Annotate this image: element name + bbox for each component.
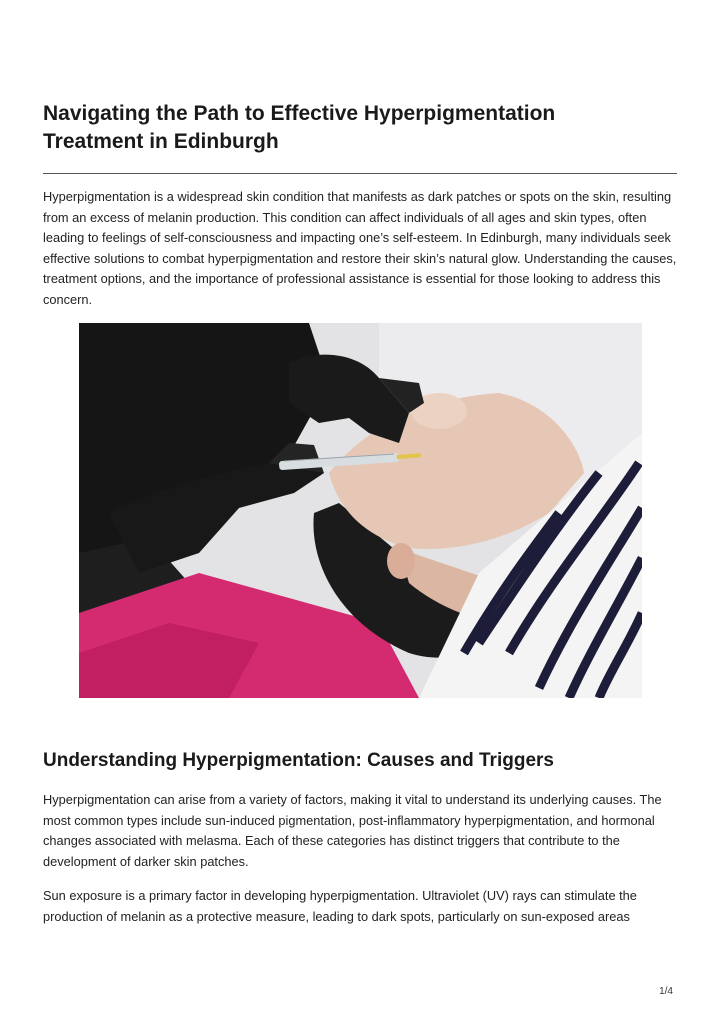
treatment-photo xyxy=(79,323,642,698)
section-heading: Understanding Hyperpigmentation: Causes and Triggers xyxy=(43,750,554,771)
title-divider xyxy=(43,173,677,174)
section-paragraph: Hyperpigmentation can arise from a variety of factors, making it vital to understand its underlying causes. The most common types include sun-induced pigmentation, post-inflammatory hyperpigmentation, and hormonal changes associated with melasma. Each of these categories has distinct triggers that contribute to the development of darker skin patches. xyxy=(43,792,662,869)
article-title: Navigating the Path to Effective Hyperpigmentation Treatment in Edinburgh xyxy=(43,102,556,153)
section-paragraph: Sun exposure is a primary factor in developing hyperpigmentation. Ultraviolet (UV) rays can stimulate the production of melanin as a protective measure, leading to dark spots, particularly on sun-exposed areas xyxy=(43,888,637,924)
page-number: 1/4 xyxy=(659,986,673,997)
intro-paragraph: Hyperpigmentation is a widespread skin condition that manifests as dark patches or spots on the skin, resulting from an excess of melanin production. This condition can affect individuals of all ages and skin types, often leading to feelings of self-consciousness and impacting one’s self-esteem. In Edinburgh, many individuals seek effective solutions to combat hyperpigmentation and restore their skin’s natural glow. Understanding the causes, treatment options, and the importance of professional assistance is essential for those looking to address this concern. xyxy=(43,189,677,307)
